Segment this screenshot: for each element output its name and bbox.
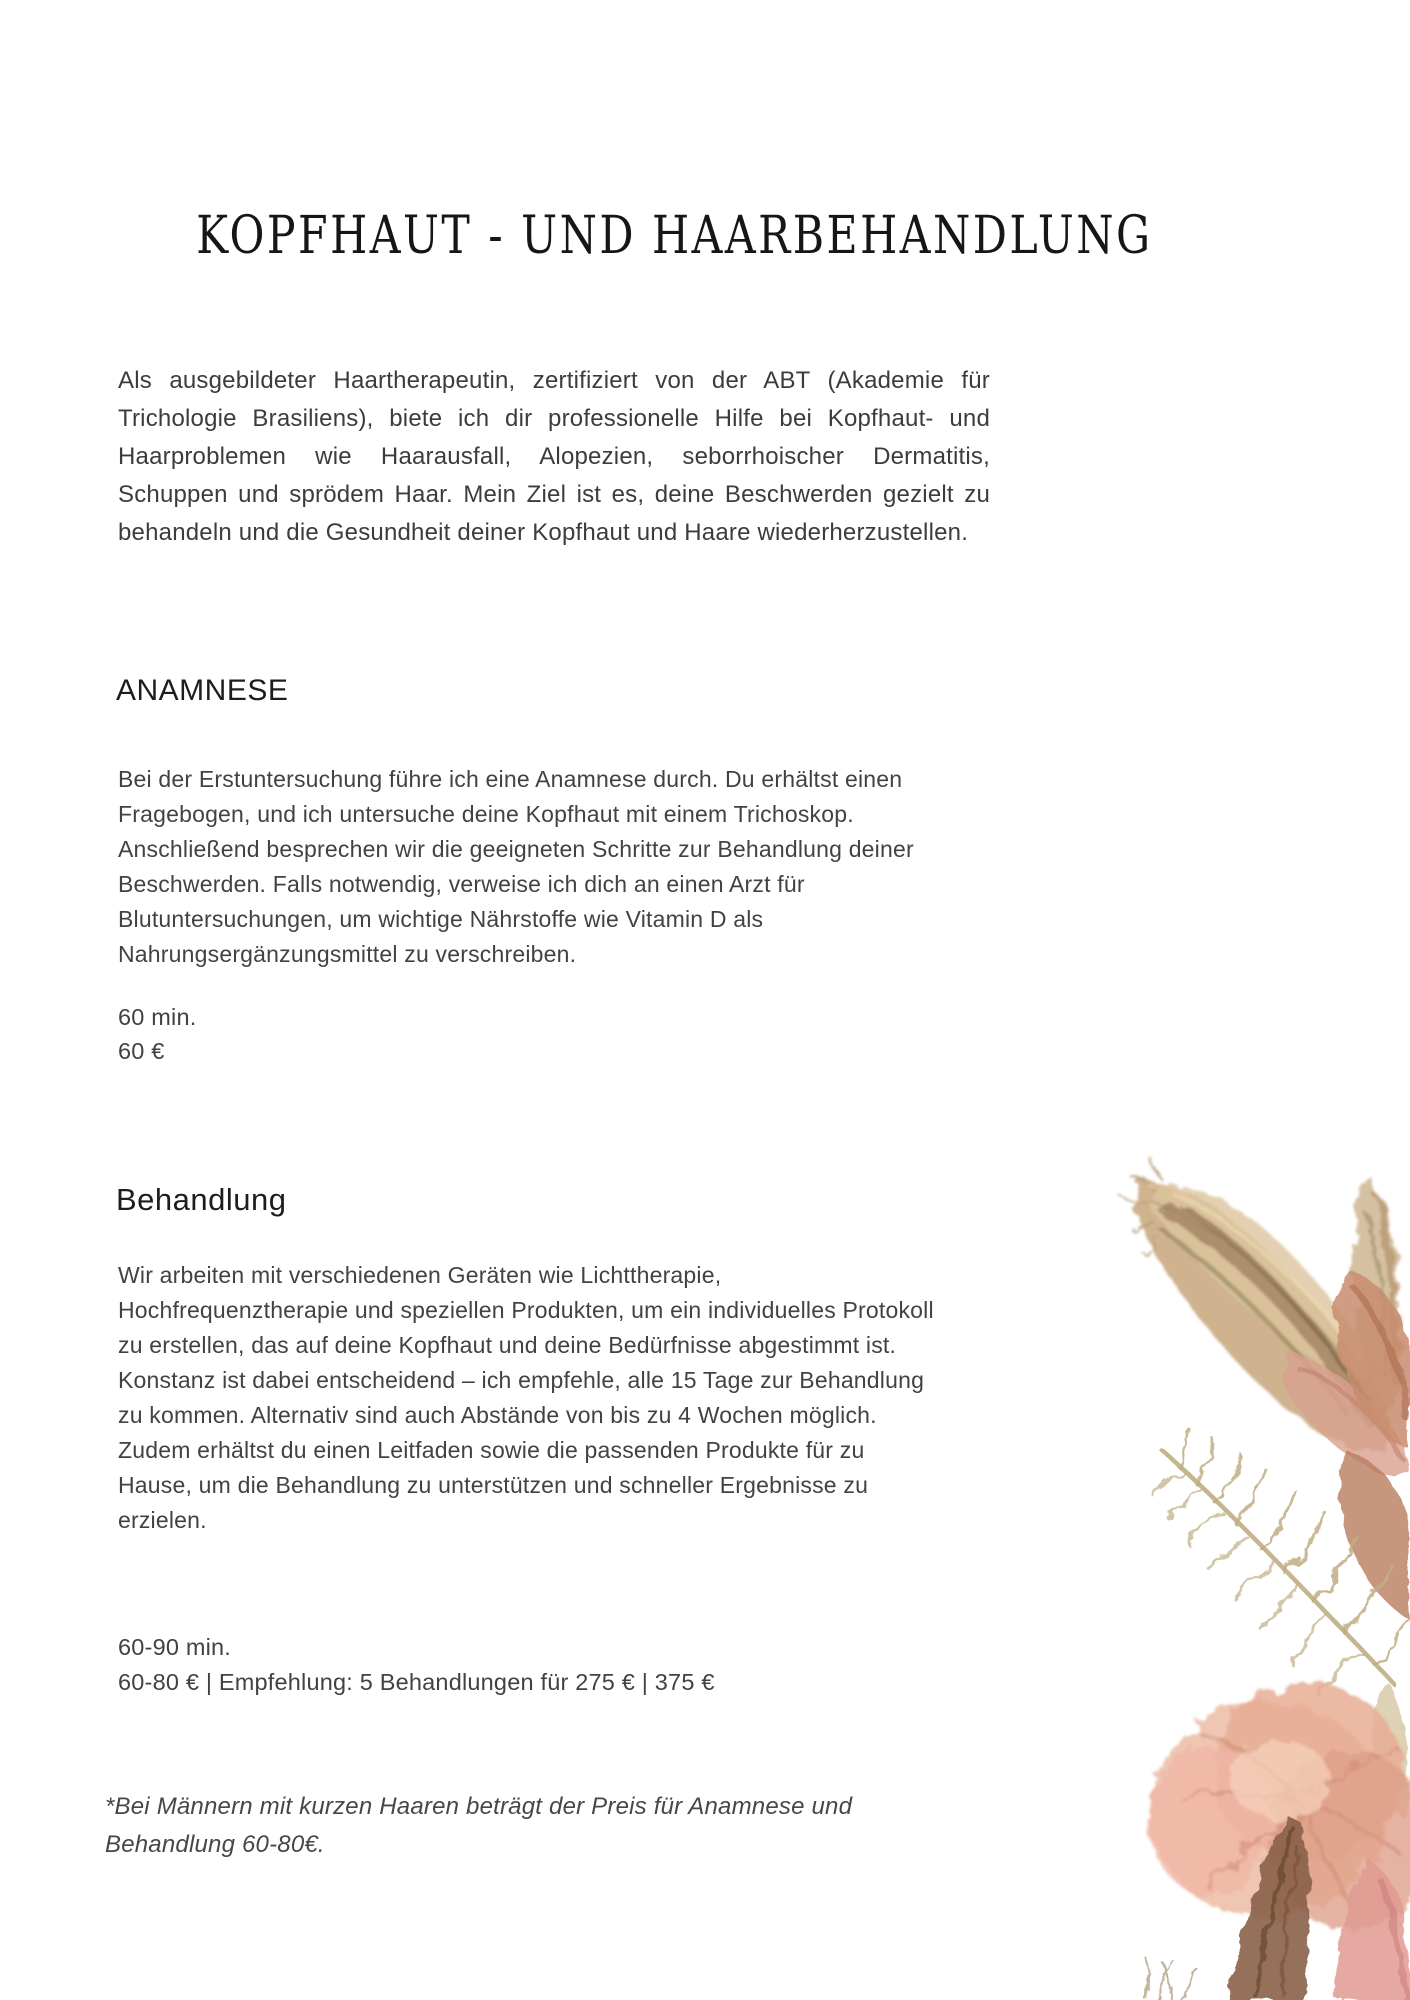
anamnese-duration: 60 min. [118,1004,197,1030]
anamnese-pricing [118,1000,196,1068]
behandlung-duration: 60-90 min. [118,1634,232,1660]
behandlung-pricing [118,1630,715,1700]
footnote: *Bei Männern mit kurzen Haaren beträgt der Preis für Anamnese und Behandlung 60-80€. [105,1793,853,1858]
anamnese-description: Bei der Erstuntersuchung führe ich eine Anamnese durch. Du erhältst einen Fragebogen, und ich untersuche deine Kopfhaut mit einem Trichoskop. Anschließend besprechen wir die geeigneten Schritte zur Behandlung deiner Beschwerden. Falls notwendig, verweise ich dich an einen Arzt für Blutuntersuchungen, um wichtige Nährstoffe wie Vitamin D als Nahrungsergänzungsmittel zu verschreiben. [118,766,914,967]
section-heading-behandlung: Behandlung [116,1182,287,1217]
anamnese-price: 60 € [118,1038,165,1064]
behandlung-description-part2: Zudem erhältst du einen Leitfaden sowie die passenden Produkte für zu Hause, um die Behandlung zu unterstützen und schneller Ergebnisse zu erzielen. [118,1437,869,1533]
section-heading-anamnese: ANAMNESE [116,674,289,707]
intro-paragraph: Als ausgebildeter Haartherapeutin, zertifiziert von der ABT (Akademie für Trichologie Brasiliens), biete ich dir professionelle Hilfe bei Kopfhaut- und Haarproblemen wie Haarausfall, Alopezien, seborrhoischer Dermatitis, Schuppen und sprödem Haar. Mein Ziel ist es, deine Beschwerden gezielt zu behandeln und die Gesundheit deiner Kopfhaut und Haare wiederherzustellen. [118,367,990,546]
behandlung-description [118,1258,936,1538]
behandlung-price: 60-80 € | Empfehlung: 5 Behandlungen für 275 € | 375 € [118,1669,715,1695]
page-title: KOPFHAUT - UND HAARBEHANDLUNG [196,206,1153,266]
behandlung-description-part1: Wir arbeiten mit verschiedenen Geräten wie Lichttherapie, Hochfrequenztherapie und speziellen Produkten, um ein individuelles Protokoll zu erstellen, das auf deine Kopfhaut und deine Bedürfnisse abgestimmt ist. Konstanz ist dabei entscheidend – ich empfehle, alle 15 Tage zur Behandlung zu kommen. Alternativ sind auch Abstände von bis zu 4 Wochen möglich. [118,1262,934,1428]
